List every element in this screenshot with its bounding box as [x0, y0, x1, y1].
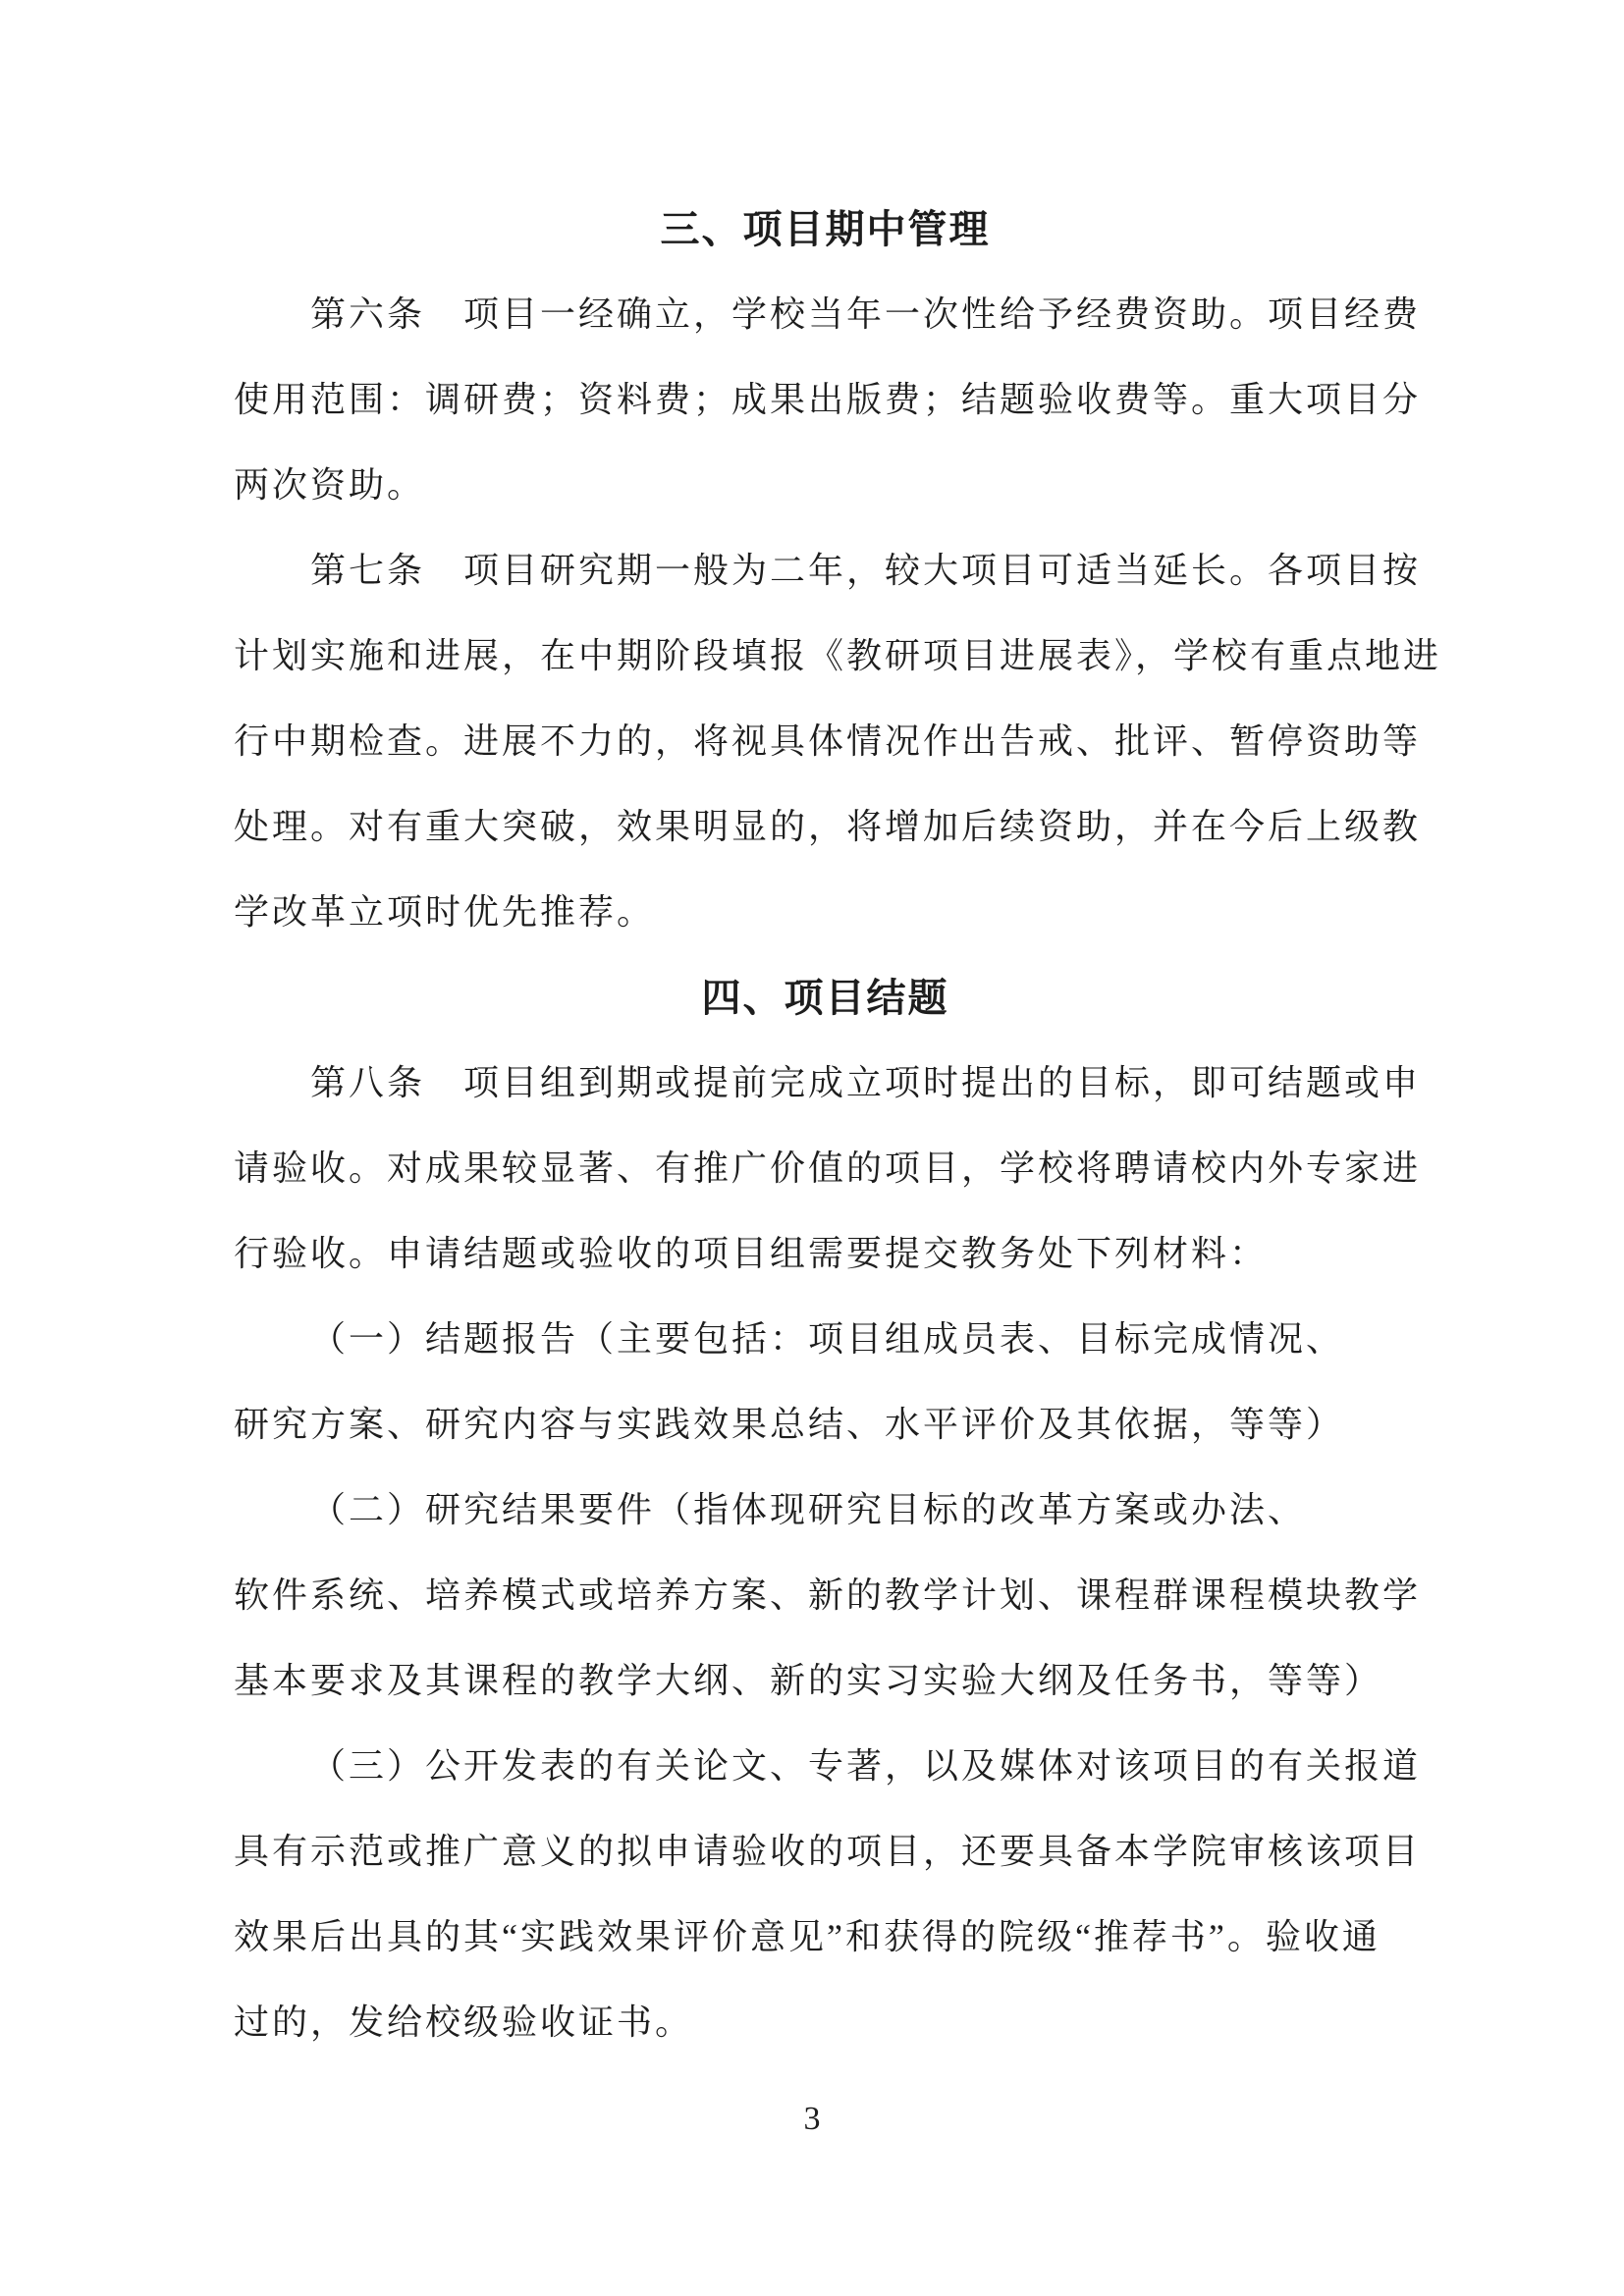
- item-1-line-1: （一）结题报告（主要包括：项目组成员表、目标完成情况、: [310, 1319, 1345, 1359]
- item-2-line-2: 软件系统、培养模式或培养方案、新的教学计划、课程群课程模块教学: [234, 1575, 1422, 1615]
- article-6-line-2: 使用范围：调研费；资料费；成果出版费；结题验收费等。重大项目分: [234, 380, 1422, 419]
- item-1-line-2: 研究方案、研究内容与实践效果总结、水平评价及其依据，等等）: [234, 1405, 1345, 1444]
- item-2-line-1: （二）研究结果要件（指体现研究目标的改革方案或办法、: [310, 1490, 1307, 1529]
- page-number: 3: [803, 2101, 821, 2137]
- article-7-line-1: 第七条 项目研究期一般为二年，较大项目可适当延长。各项目按: [310, 551, 1422, 590]
- article-8-line-2: 请验收。对成果较显著、有推广价值的项目，学校将聘请校内外专家进: [234, 1148, 1422, 1188]
- item-3-line-1: （三）公开发表的有关论文、专著，以及媒体对该项目的有关报道: [310, 1746, 1422, 1786]
- item-3-line-2: 具有示范或推广意义的拟申请验收的项目，还要具备本学院审核该项目: [234, 1832, 1422, 1871]
- article-8-line-3: 行验收。申请结题或验收的项目组需要提交教务处下列材料：: [234, 1234, 1269, 1273]
- item-2-line-3: 基本要求及其课程的教学大纲、新的实习实验大纲及任务书，等等）: [234, 1661, 1383, 1700]
- article-8-line-1: 第八条 项目组到期或提前完成立项时提出的目标，即可结题或申: [310, 1063, 1422, 1102]
- article-7-line-3: 行中期检查。进展不力的，将视具体情况作出告戒、批评、暂停资助等: [234, 721, 1422, 761]
- item-3-line-4: 过的，发给校级验收证书。: [234, 2002, 694, 2042]
- article-6-line-1: 第六条 项目一经确立，学校当年一次性给予经费资助。项目经费: [310, 294, 1422, 334]
- article-6-line-3: 两次资助。: [234, 465, 426, 505]
- article-7-line-2: 计划实施和进展，在中期阶段填报《教研项目进展表》，学校有重点地进: [234, 636, 1442, 675]
- article-7-line-4: 处理。对有重大突破，效果明显的，将增加后续资助，并在今后上级教: [234, 807, 1422, 846]
- article-7-line-5: 学改革立项时优先推荐。: [234, 892, 656, 932]
- item-3-line-3: 效果后出具的其“实践效果评价意见”和获得的院级“推荐书”。验收通: [234, 1917, 1380, 1956]
- section-3-heading: 三、项目期中管理: [660, 207, 991, 251]
- section-4-heading: 四、项目结题: [701, 976, 949, 1020]
- document-body: [234, 187, 1442, 2065]
